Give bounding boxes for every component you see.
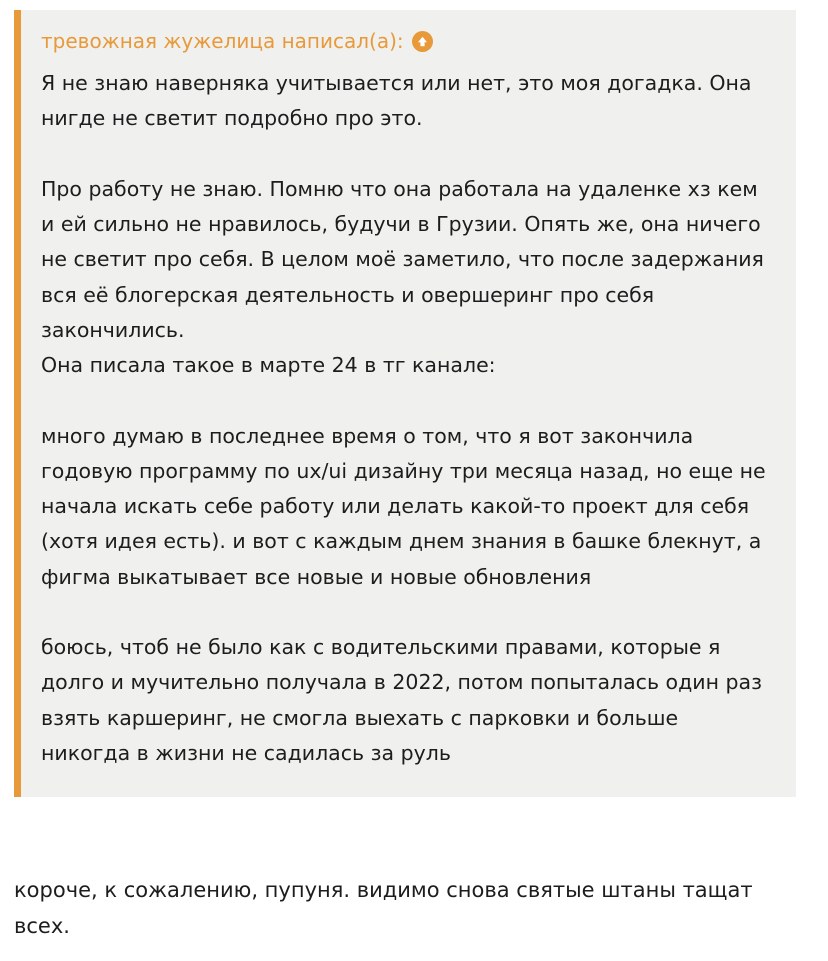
quote-body	[41, 66, 772, 771]
quote-paragraph-4: много думаю в последнее время о том, что я вот закончила годовую программу по ux/ui дизайну три месяца назад, но еще не начала искать себе работу или делать какой-то проект для себя (хотя идея есть). и вот с каждым днем знания в башке блекнут, а фигма выкатывает все новые и новые обновления	[41, 423, 773, 589]
quote-paragraph-2: Про работу не знаю. Помню что она работала на удаленке хз кем и ей сильно не нравилось, будучи в Грузии. Опять же, она ничего не светит про себя. В целом моё заметило, что после задержания вся её блогерская деятельность и овершеринг про себя закончились.	[41, 176, 771, 342]
quote-author-label: тревожная жужелица написал(а):	[41, 29, 404, 53]
quote-paragraph-1: Я не знаю наверняка учитывается или нет, это моя догадка. Она нигде не светит подробно про это.	[41, 71, 759, 131]
quote-header	[41, 28, 772, 54]
quote-paragraph-3: Она писала такое в марте 24 в тг канале:	[41, 353, 496, 377]
arrow-up-circle-icon[interactable]	[412, 31, 433, 52]
quote-paragraph-5: боюсь, чтоб не было как с водительскими правами, которые я долго и мучительно получала в 2022, потом попыталась один раз взять каршеринг, не смогла выехать с парковки и больше никогда в жизни не садилась за руль	[41, 635, 769, 765]
reply-text: короче, к сожалению, пупуня. видимо снова святые штаны тащат всех.	[14, 878, 760, 939]
quote-block	[14, 10, 796, 797]
